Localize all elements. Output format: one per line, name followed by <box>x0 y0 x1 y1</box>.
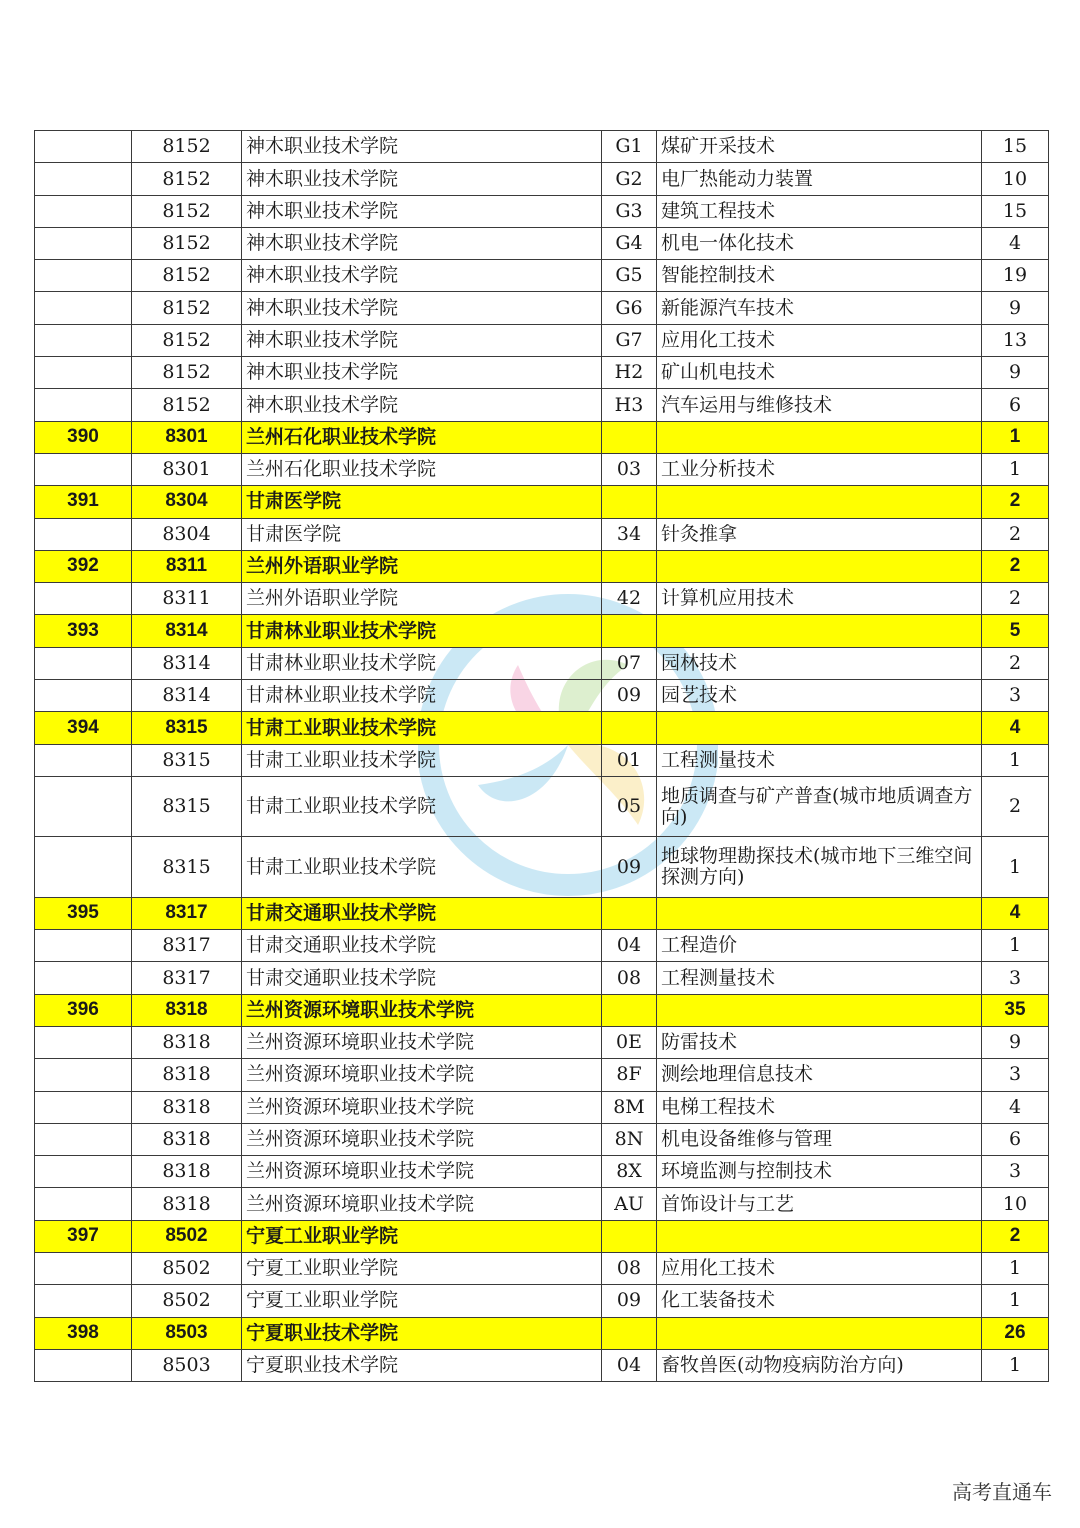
cell-major-code: G5 <box>602 260 657 292</box>
cell-school-code: 8152 <box>132 324 242 356</box>
table-row <box>35 324 1049 356</box>
table-row <box>35 227 1049 259</box>
cell-major-name <box>657 994 982 1026</box>
cell-school-name: 兰州资源环境职业技术学院 <box>242 1091 602 1123</box>
cell-major-name: 矿山机电技术 <box>657 357 982 389</box>
cell-index <box>35 163 132 195</box>
cell-index <box>35 776 132 836</box>
cell-major-code: 03 <box>602 453 657 485</box>
cell-major-name: 园林技术 <box>657 647 982 679</box>
cell-major-code: 07 <box>602 647 657 679</box>
school-group-row <box>35 712 1049 744</box>
cell-plan-count: 2 <box>982 583 1049 615</box>
cell-index <box>35 1156 132 1188</box>
cell-major-name <box>657 897 982 929</box>
table-row <box>35 744 1049 776</box>
cell-major-code <box>602 712 657 744</box>
table-row <box>35 962 1049 994</box>
cell-index <box>35 453 132 485</box>
cell-plan-count: 6 <box>982 389 1049 421</box>
cell-index <box>35 292 132 324</box>
table-row <box>35 930 1049 962</box>
cell-school-code: 8317 <box>132 930 242 962</box>
cell-school-code: 8311 <box>132 583 242 615</box>
cell-major-name: 电梯工程技术 <box>657 1091 982 1123</box>
school-group-row <box>35 550 1049 582</box>
cell-school-name: 宁夏职业技术学院 <box>242 1317 602 1349</box>
cell-school-name: 兰州外语职业学院 <box>242 550 602 582</box>
cell-school-code: 8502 <box>132 1285 242 1317</box>
cell-school-code: 8152 <box>132 163 242 195</box>
cell-plan-count: 3 <box>982 1156 1049 1188</box>
cell-school-code: 8152 <box>132 195 242 227</box>
table-row <box>35 776 1049 836</box>
cell-plan-count: 4 <box>982 227 1049 259</box>
cell-major-code: 04 <box>602 930 657 962</box>
cell-school-code: 8318 <box>132 1026 242 1058</box>
cell-index <box>35 1091 132 1123</box>
cell-school-code: 8502 <box>132 1220 242 1252</box>
cell-school-name: 甘肃医学院 <box>242 486 602 518</box>
cell-plan-count: 1 <box>982 744 1049 776</box>
cell-school-code: 8314 <box>132 647 242 679</box>
cell-plan-count: 15 <box>982 131 1049 163</box>
cell-major-code: 08 <box>602 1252 657 1284</box>
school-group-row <box>35 994 1049 1026</box>
cell-plan-count: 35 <box>982 994 1049 1026</box>
cell-plan-count: 2 <box>982 550 1049 582</box>
cell-school-name: 兰州石化职业技术学院 <box>242 421 602 453</box>
cell-index <box>35 930 132 962</box>
cell-major-name: 环境监测与控制技术 <box>657 1156 982 1188</box>
cell-major-name: 汽车运用与维修技术 <box>657 389 982 421</box>
cell-index <box>35 260 132 292</box>
cell-school-name: 宁夏工业职业学院 <box>242 1252 602 1284</box>
table-row <box>35 292 1049 324</box>
cell-plan-count: 1 <box>982 453 1049 485</box>
cell-school-code: 8301 <box>132 453 242 485</box>
table-row <box>35 163 1049 195</box>
cell-plan-count: 4 <box>982 712 1049 744</box>
cell-major-code: G2 <box>602 163 657 195</box>
cell-major-code <box>602 615 657 647</box>
cell-major-code: 09 <box>602 837 657 897</box>
cell-school-code: 8317 <box>132 962 242 994</box>
table-row <box>35 647 1049 679</box>
cell-school-name: 甘肃工业职业技术学院 <box>242 744 602 776</box>
cell-index: 395 <box>35 897 132 929</box>
cell-school-name: 甘肃工业职业技术学院 <box>242 776 602 836</box>
cell-school-name: 兰州资源环境职业技术学院 <box>242 1156 602 1188</box>
cell-school-code: 8301 <box>132 421 242 453</box>
cell-index <box>35 744 132 776</box>
cell-major-name: 机电一体化技术 <box>657 227 982 259</box>
cell-plan-count: 5 <box>982 615 1049 647</box>
cell-school-name: 兰州资源环境职业技术学院 <box>242 1188 602 1220</box>
cell-major-code: 0E <box>602 1026 657 1058</box>
cell-major-code: AU <box>602 1188 657 1220</box>
cell-index <box>35 583 132 615</box>
cell-major-name: 智能控制技术 <box>657 260 982 292</box>
table-row <box>35 1285 1049 1317</box>
cell-index: 397 <box>35 1220 132 1252</box>
cell-major-code: G7 <box>602 324 657 356</box>
cell-school-code: 8318 <box>132 1059 242 1091</box>
cell-index: 398 <box>35 1317 132 1349</box>
cell-school-name: 宁夏工业职业学院 <box>242 1285 602 1317</box>
cell-school-name: 神木职业技术学院 <box>242 195 602 227</box>
table-row <box>35 1252 1049 1284</box>
table-row <box>35 195 1049 227</box>
table-row <box>35 1026 1049 1058</box>
cell-major-name: 应用化工技术 <box>657 324 982 356</box>
table-row <box>35 131 1049 163</box>
cell-major-name: 地球物理勘探技术(城市地下三维空间探测方向) <box>657 837 982 897</box>
cell-school-code: 8152 <box>132 357 242 389</box>
cell-major-code: G3 <box>602 195 657 227</box>
cell-index <box>35 357 132 389</box>
cell-school-name: 兰州资源环境职业技术学院 <box>242 1026 602 1058</box>
cell-index <box>35 389 132 421</box>
cell-major-code <box>602 486 657 518</box>
cell-school-name: 神木职业技术学院 <box>242 131 602 163</box>
cell-school-name: 甘肃医学院 <box>242 518 602 550</box>
cell-index <box>35 1285 132 1317</box>
cell-plan-count: 26 <box>982 1317 1049 1349</box>
cell-school-code: 8315 <box>132 837 242 897</box>
cell-plan-count: 3 <box>982 962 1049 994</box>
cell-major-name: 地质调查与矿产普查(城市地质调查方向) <box>657 776 982 836</box>
cell-index <box>35 195 132 227</box>
cell-major-name: 首饰设计与工艺 <box>657 1188 982 1220</box>
cell-school-code: 8152 <box>132 227 242 259</box>
cell-major-name <box>657 550 982 582</box>
school-group-row <box>35 897 1049 929</box>
cell-major-name: 测绘地理信息技术 <box>657 1059 982 1091</box>
cell-index <box>35 837 132 897</box>
table-row <box>35 260 1049 292</box>
table-row <box>35 680 1049 712</box>
cell-school-name: 兰州资源环境职业技术学院 <box>242 1123 602 1155</box>
table-row <box>35 1188 1049 1220</box>
cell-school-code: 8152 <box>132 131 242 163</box>
cell-major-name: 工程造价 <box>657 930 982 962</box>
cell-school-code: 8152 <box>132 389 242 421</box>
cell-major-code: 05 <box>602 776 657 836</box>
cell-major-name: 工业分析技术 <box>657 453 982 485</box>
cell-school-code: 8503 <box>132 1349 242 1381</box>
cell-school-code: 8311 <box>132 550 242 582</box>
cell-plan-count: 13 <box>982 324 1049 356</box>
cell-plan-count: 2 <box>982 647 1049 679</box>
school-group-row <box>35 421 1049 453</box>
cell-school-code: 8318 <box>132 1091 242 1123</box>
cell-school-name: 神木职业技术学院 <box>242 357 602 389</box>
cell-major-code: G6 <box>602 292 657 324</box>
cell-major-code <box>602 421 657 453</box>
cell-school-name: 甘肃林业职业技术学院 <box>242 680 602 712</box>
cell-school-code: 8315 <box>132 744 242 776</box>
cell-plan-count: 1 <box>982 837 1049 897</box>
cell-school-code: 8152 <box>132 292 242 324</box>
cell-school-name: 甘肃交通职业技术学院 <box>242 930 602 962</box>
cell-index <box>35 518 132 550</box>
cell-plan-count: 1 <box>982 1349 1049 1381</box>
cell-school-code: 8314 <box>132 680 242 712</box>
table-row <box>35 1123 1049 1155</box>
cell-index <box>35 1252 132 1284</box>
table-row <box>35 1059 1049 1091</box>
cell-index <box>35 962 132 994</box>
cell-major-code: 08 <box>602 962 657 994</box>
cell-school-name: 神木职业技术学院 <box>242 292 602 324</box>
cell-school-name: 甘肃林业职业技术学院 <box>242 615 602 647</box>
cell-major-code <box>602 1220 657 1252</box>
cell-major-code <box>602 1317 657 1349</box>
table-body <box>35 131 1049 1382</box>
cell-index: 392 <box>35 550 132 582</box>
cell-school-code: 8318 <box>132 1156 242 1188</box>
cell-plan-count: 9 <box>982 292 1049 324</box>
cell-major-code: 04 <box>602 1349 657 1381</box>
cell-index <box>35 680 132 712</box>
cell-plan-count: 4 <box>982 1091 1049 1123</box>
cell-school-name: 兰州外语职业学院 <box>242 583 602 615</box>
cell-index: 394 <box>35 712 132 744</box>
cell-major-name: 化工装备技术 <box>657 1285 982 1317</box>
cell-index <box>35 1123 132 1155</box>
cell-major-code: 34 <box>602 518 657 550</box>
cell-major-code: 42 <box>602 583 657 615</box>
cell-plan-count: 1 <box>982 1252 1049 1284</box>
cell-index: 390 <box>35 421 132 453</box>
cell-school-name: 兰州资源环境职业技术学院 <box>242 1059 602 1091</box>
cell-plan-count: 19 <box>982 260 1049 292</box>
school-group-row <box>35 1220 1049 1252</box>
table-row <box>35 357 1049 389</box>
cell-plan-count: 1 <box>982 1285 1049 1317</box>
cell-school-code: 8304 <box>132 518 242 550</box>
cell-index: 396 <box>35 994 132 1026</box>
cell-major-code <box>602 550 657 582</box>
cell-index <box>35 131 132 163</box>
cell-plan-count: 6 <box>982 1123 1049 1155</box>
cell-index <box>35 1349 132 1381</box>
cell-major-name <box>657 1317 982 1349</box>
cell-plan-count: 2 <box>982 1220 1049 1252</box>
cell-major-code: H2 <box>602 357 657 389</box>
footer-brand: 高考直通车 <box>952 1480 1052 1504</box>
cell-school-name: 神木职业技术学院 <box>242 163 602 195</box>
cell-school-name: 甘肃林业职业技术学院 <box>242 647 602 679</box>
cell-school-name: 宁夏工业职业学院 <box>242 1220 602 1252</box>
cell-plan-count: 2 <box>982 486 1049 518</box>
cell-major-name: 应用化工技术 <box>657 1252 982 1284</box>
cell-major-code <box>602 897 657 929</box>
cell-school-code: 8304 <box>132 486 242 518</box>
table-row <box>35 1349 1049 1381</box>
cell-major-name: 新能源汽车技术 <box>657 292 982 324</box>
cell-plan-count: 10 <box>982 163 1049 195</box>
cell-index <box>35 1026 132 1058</box>
cell-major-code: H3 <box>602 389 657 421</box>
cell-major-code: 01 <box>602 744 657 776</box>
cell-major-name <box>657 421 982 453</box>
cell-major-code: G1 <box>602 131 657 163</box>
cell-major-code <box>602 994 657 1026</box>
cell-school-name: 甘肃工业职业技术学院 <box>242 712 602 744</box>
cell-major-name: 煤矿开采技术 <box>657 131 982 163</box>
cell-school-code: 8152 <box>132 260 242 292</box>
cell-major-name: 园艺技术 <box>657 680 982 712</box>
table-row <box>35 837 1049 897</box>
cell-major-code: 8N <box>602 1123 657 1155</box>
cell-major-code: 8F <box>602 1059 657 1091</box>
cell-major-code: 8X <box>602 1156 657 1188</box>
cell-major-code: G4 <box>602 227 657 259</box>
cell-school-code: 8314 <box>132 615 242 647</box>
cell-plan-count: 2 <box>982 776 1049 836</box>
cell-index <box>35 324 132 356</box>
cell-index: 393 <box>35 615 132 647</box>
cell-school-code: 8315 <box>132 712 242 744</box>
cell-school-code: 8318 <box>132 994 242 1026</box>
cell-school-code: 8315 <box>132 776 242 836</box>
cell-index <box>35 1188 132 1220</box>
cell-plan-count: 9 <box>982 1026 1049 1058</box>
cell-major-code: 09 <box>602 680 657 712</box>
cell-major-code: 8M <box>602 1091 657 1123</box>
cell-plan-count: 10 <box>982 1188 1049 1220</box>
enrollment-table <box>34 130 1049 1382</box>
cell-index <box>35 1059 132 1091</box>
cell-major-name <box>657 486 982 518</box>
cell-major-name: 机电设备维修与管理 <box>657 1123 982 1155</box>
table-row <box>35 518 1049 550</box>
table-row <box>35 453 1049 485</box>
cell-school-code: 8318 <box>132 1123 242 1155</box>
cell-school-code: 8318 <box>132 1188 242 1220</box>
cell-plan-count: 3 <box>982 680 1049 712</box>
cell-plan-count: 2 <box>982 518 1049 550</box>
cell-major-code: 09 <box>602 1285 657 1317</box>
cell-major-name: 工程测量技术 <box>657 744 982 776</box>
cell-major-name: 计算机应用技术 <box>657 583 982 615</box>
cell-school-name: 兰州资源环境职业技术学院 <box>242 994 602 1026</box>
cell-plan-count: 4 <box>982 897 1049 929</box>
cell-major-name: 防雷技术 <box>657 1026 982 1058</box>
cell-school-code: 8502 <box>132 1252 242 1284</box>
cell-major-name: 工程测量技术 <box>657 962 982 994</box>
cell-plan-count: 15 <box>982 195 1049 227</box>
school-group-row <box>35 615 1049 647</box>
cell-major-name: 针灸推拿 <box>657 518 982 550</box>
cell-school-name: 神木职业技术学院 <box>242 324 602 356</box>
cell-major-name: 建筑工程技术 <box>657 195 982 227</box>
cell-school-name: 神木职业技术学院 <box>242 260 602 292</box>
cell-school-name: 兰州石化职业技术学院 <box>242 453 602 485</box>
cell-major-name: 畜牧兽医(动物疫病防治方向) <box>657 1349 982 1381</box>
table-row <box>35 583 1049 615</box>
table-row <box>35 389 1049 421</box>
cell-major-name <box>657 712 982 744</box>
cell-school-name: 甘肃交通职业技术学院 <box>242 962 602 994</box>
cell-school-name: 甘肃交通职业技术学院 <box>242 897 602 929</box>
cell-index <box>35 647 132 679</box>
cell-school-name: 神木职业技术学院 <box>242 227 602 259</box>
cell-school-code: 8503 <box>132 1317 242 1349</box>
cell-index: 391 <box>35 486 132 518</box>
school-group-row <box>35 486 1049 518</box>
cell-school-code: 8317 <box>132 897 242 929</box>
cell-index <box>35 227 132 259</box>
school-group-row <box>35 1317 1049 1349</box>
table-row <box>35 1091 1049 1123</box>
cell-plan-count: 3 <box>982 1059 1049 1091</box>
cell-major-name <box>657 1220 982 1252</box>
cell-school-name: 神木职业技术学院 <box>242 389 602 421</box>
cell-major-name <box>657 615 982 647</box>
table-row <box>35 1156 1049 1188</box>
cell-plan-count: 9 <box>982 357 1049 389</box>
cell-plan-count: 1 <box>982 930 1049 962</box>
cell-school-name: 宁夏职业技术学院 <box>242 1349 602 1381</box>
cell-plan-count: 1 <box>982 421 1049 453</box>
cell-major-name: 电厂热能动力装置 <box>657 163 982 195</box>
cell-school-name: 甘肃工业职业技术学院 <box>242 837 602 897</box>
